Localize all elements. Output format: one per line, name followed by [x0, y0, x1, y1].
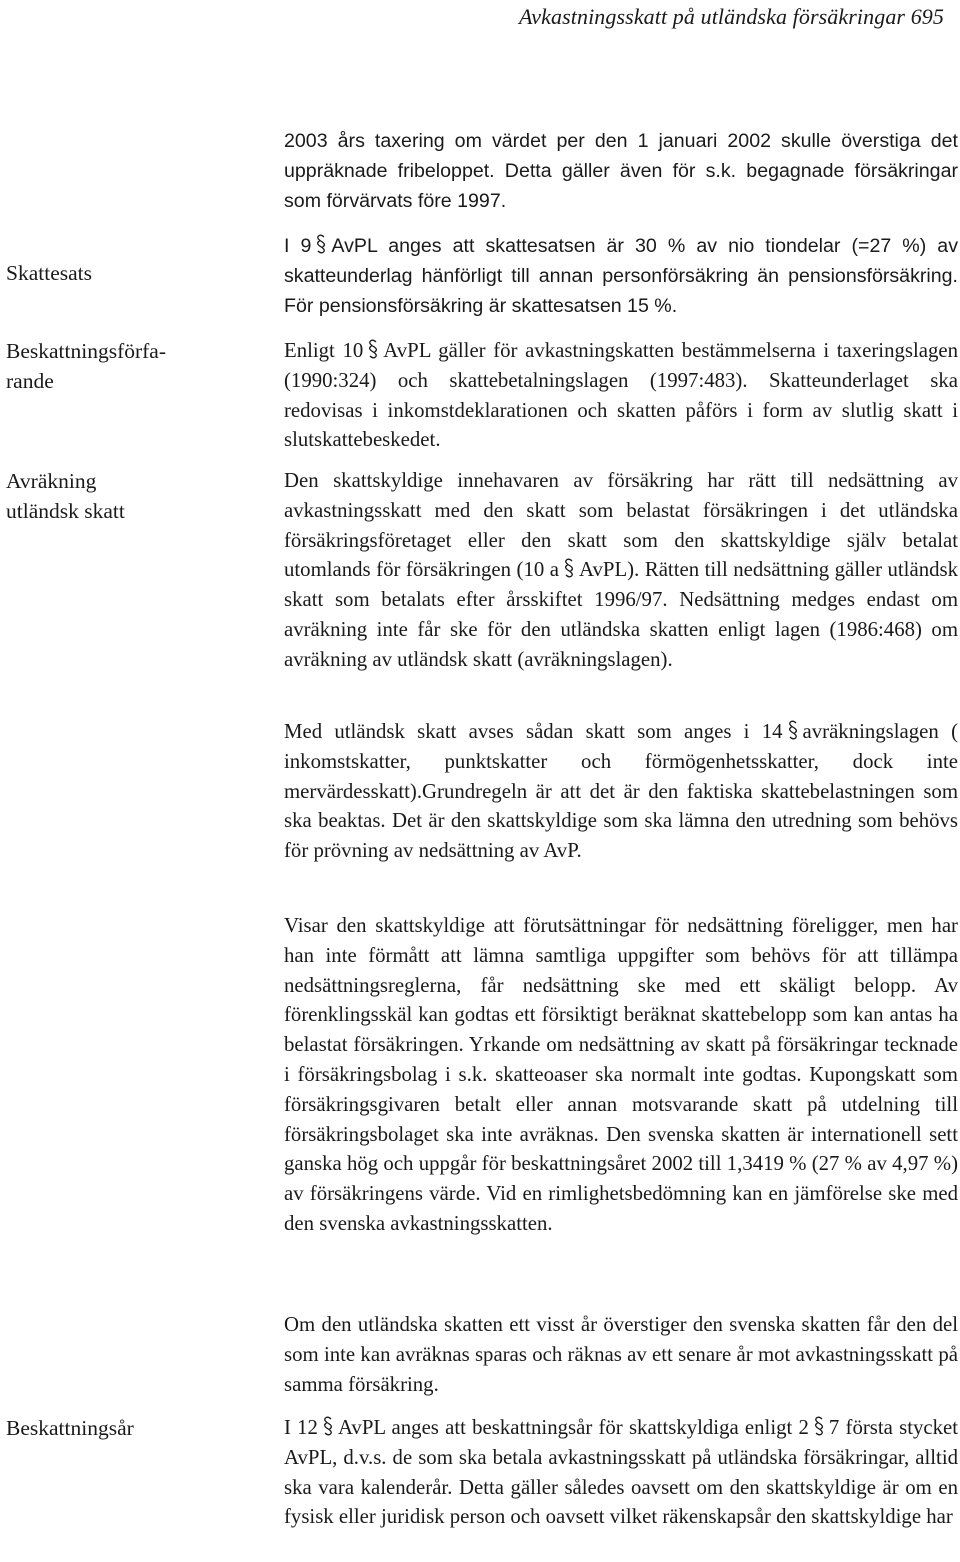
section-sign-icon — [813, 1416, 825, 1436]
paragraph-text — [284, 717, 958, 866]
margin-note-beskattningsar: Beskattningsår — [6, 1416, 134, 1440]
text-run: avräkningslagen ( inkomstskatter, punktskatter och förmögenhetsskatter, dock inte mervärdesskatt).Grundregeln är att det är den faktiska skattebelastningen som ska beaktas. Det är den skattskyldige som ska lämna den utredning som behövs för prövning av nedsättning av AvP. — [284, 720, 958, 863]
paragraph-skattesats — [284, 232, 958, 321]
margin-note-line: utländsk skatt — [6, 499, 125, 523]
section-sign-icon — [787, 720, 799, 740]
margin-note-skattesats: Skattesats — [6, 261, 92, 285]
paragraph-avrakning — [284, 466, 958, 675]
text-run: AvPL anges att beskattningsår för skattskyldiga enligt 2 — [337, 1416, 809, 1439]
text-run: AvPL anges att skattesatsen är 30 % av nio tiondelar (=27 %) av skatteunderlag hänförligt till annan personförsäkring än pensionsförsäkring. För pensionsförsäkring är skattesatsen 15 %. — [284, 235, 958, 317]
paragraph-fribelopp — [284, 127, 958, 216]
paragraph-utlandsk-skatt-definition — [284, 717, 958, 866]
section-sign-icon — [322, 1416, 334, 1436]
section-sign-icon — [367, 339, 379, 359]
paragraph-beskattningsar — [284, 1413, 958, 1532]
paragraph-overskjutande-skatt — [284, 1310, 958, 1399]
section-sign-icon — [315, 234, 327, 254]
text-run: Den skattskyldige innehavaren av försäkring har rätt till nedsättning av avkastningsskatt med den skatt som belastat försäkringen i det utländska försäkringsföretaget eller den skatt som den skattskyldige själv betalat utomlands för försäkringen (10 a — [284, 469, 958, 582]
paragraph-text: Visar den skattskyldige att förutsättningar för nedsättning föreligger, men har han inte förmått att lämna samtliga uppgifter som behövs för att tillämpa nedsättningsreglerna, får nedsättning ske med ett skäligt belopp. Av förenklingsskäl kan godtas ett försiktigt beräknat skattebelopp som kan antas ha belastat försäkringen. Yrkande om nedsättning av skatt på försäkringar tecknade i försäkringsbolag i s.k. skatteoaser ska normalt inte godtas. Kupongskatt som försäkringsgivaren betalt eller annan motsvarande skatt på utdelning till försäkringsbolaget ska inte avräknas. Den svenska skatten är internationell sett ganska hög och uppgår för beskattningsåret 2002 till 1,3419 % (27 % av 4,97 %) av försäkringens värde. Vid en rimlighetsbedömning kan en jämförelse ske med den svenska avkastningsskatten. — [284, 914, 958, 1235]
margin-note-line: Avräkning — [6, 469, 97, 493]
text-run: 7 första stycket AvPL, d.v.s. de som ska betala avkastningsskatt på utländska försäkringar, alltid ska vara kalenderår. Detta gäller således oavsett om den skattskyldige är om en fysisk eller juridisk person och oavsett vilket räkenskapsår den skattskyldige har — [284, 1416, 959, 1529]
margin-note-line: rande — [6, 369, 54, 393]
section-sign-icon — [563, 558, 575, 578]
text-run: Med utländsk skatt avses sådan skatt som anges i 14 — [284, 720, 783, 743]
text-run: I 12 — [284, 1416, 318, 1439]
paragraph-skaligt-belopp — [284, 911, 958, 1239]
running-header: Avkastningsskatt på utländska försäkringar 695 — [518, 4, 944, 29]
text-run: Enligt 10 — [284, 339, 364, 362]
paragraph-text — [284, 466, 958, 675]
text-run: I 9 — [284, 235, 312, 257]
text-run: AvPL gäller för avkastningskatten bestämmelserna i taxeringslagen (1990:324) och skattebetalningslagen (1997:483). Skatteunderlaget ska redovisas i inkomstdeklarationen och skatten påförs i form av slutlig skatt i slutskattebeskedet. — [284, 339, 958, 452]
paragraph-text — [284, 1413, 958, 1532]
margin-note-avrakning — [6, 466, 226, 526]
margin-note-beskattningsforfarande — [6, 336, 226, 396]
paragraph-text: 2003 års taxering om värdet per den 1 januari 2002 skulle överstiga det uppräknade fribeloppet. Detta gäller även för s.k. begagnade försäkringar som förvärvats före 1997. — [284, 130, 958, 212]
paragraph-text — [284, 336, 958, 455]
paragraph-text: Om den utländska skatten ett visst år överstiger den svenska skatten får den del som inte kan avräknas sparas och räknas av ett senare år mot avkastningsskatt på samma försäkring. — [284, 1313, 958, 1396]
paragraph-beskattningsforfarande — [284, 336, 958, 455]
text-run: AvPL). Rätten till nedsättning gäller utländsk skatt som betalats efter årsskiftet 1996/97. Nedsättning medges endast om avräkning inte får ske för den utländska skatten enligt lagen (1986:468) om avräkning av utländsk skatt (avräkningslagen). — [284, 558, 958, 671]
paragraph-text — [284, 232, 958, 321]
margin-note-line: Beskattningsförfa- — [6, 339, 167, 363]
